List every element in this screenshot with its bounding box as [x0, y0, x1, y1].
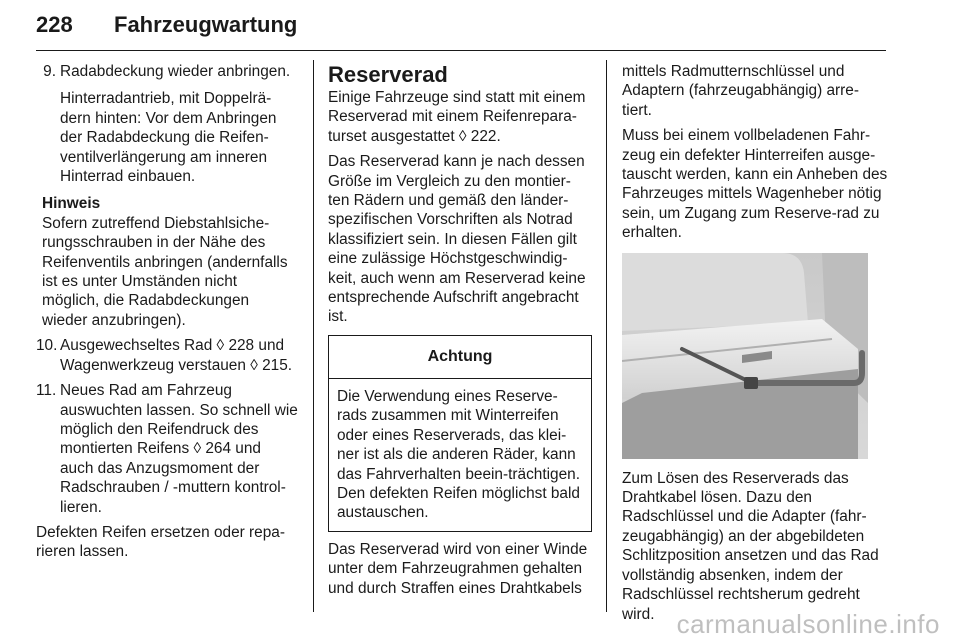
spare-wheel-illustration	[622, 253, 868, 459]
section-heading: Reserverad	[328, 62, 448, 87]
paragraph: Das Reserverad kann je nach dessen Größe im Vergleich zu den montier-ten Rädern und gemäß den länder-spezifischen Vorschriften als Notrad klassifiziert sein. In diesen Fällen gilt eine zulässige Höchstgeschwindig-keit, auch wenn am Reserverad keine entsprechende Aufschrift angebracht ist.	[328, 153, 586, 326]
note-box	[36, 194, 298, 330]
adapter-sleeve	[744, 377, 758, 389]
column-3	[622, 62, 888, 624]
note-text: Sofern zutreffend Diebstahlsiche-rungsschrauben in der Nähe des Reifenventils anbringen (andernfalls ist es unter Umständen nicht möglich, die Radabdeckungen wieder anzubringen).	[42, 214, 288, 329]
column-divider-2	[606, 60, 607, 612]
list-text: Radabdeckung wieder anbringen.	[60, 63, 291, 80]
column-1	[36, 62, 298, 562]
page-title: Fahrzeugwartung	[114, 12, 298, 37]
list-text: Neues Rad am Fahrzeug auswuchten lassen. So schnell wie möglich den Reifendruck des montierten Reifens ◊ 264 und auch das Anzugsmoment der Radschrauben / -muttern kontrol-lieren.	[60, 382, 298, 516]
paragraph: Das Reserverad wird von einer Winde unter dem Fahrzeugrahmen gehalten und durch Straffen eines Drahtkabels	[328, 540, 588, 597]
list-item-9-detail: Hinterradantrieb, mit Doppelrä-dern hinten: Vor dem Anbringen der Radabdeckung die Reifen-ventilverlängerung am inneren Hinterrad einbauen.	[60, 90, 277, 186]
paragraph: Muss bei einem vollbeladenen Fahr-zeug ein defekter Hinterreifen ausge-tauscht werden, kann ein Anheben des Fahrzeuges mittels Wagenheber nötig sein, um Zugang zum Reserve-rad zu erhalten.	[622, 127, 888, 242]
list-number: 10.	[36, 337, 58, 355]
column-divider-1	[313, 60, 314, 612]
list-number: 11.	[36, 382, 57, 400]
paragraph: mittels Radmutternschlüssel und Adaptern (fahrzeugabhängig) arre-tiert.	[622, 63, 859, 119]
illustration-svg	[622, 253, 868, 459]
column-2	[328, 62, 592, 598]
warning-title: Achtung	[329, 336, 591, 379]
warning-text: Die Verwendung eines Reserve-rads zusammen mit Winterreifen oder eines Reserverads, das klei-ner ist als die anderen Räder, kann das Fahrverhalten beein-trächtigen. Den defekten Reifen möglichst bald austauschen.	[337, 387, 580, 522]
page-header	[36, 4, 886, 44]
list-item-11	[36, 381, 298, 517]
page-number: 228	[36, 12, 73, 37]
note-title: Hinweis	[42, 195, 101, 213]
paragraph: Zum Lösen des Reserverads das Drahtkabel lösen. Dazu den Radschlüssel und die Adapter (fahr-zeugabhängig) an der abgebildeten Schlitzposition ansetzen und das Rad vollständig absenken, indem der Radschlüssel rechtsherum gedreht wird.	[622, 469, 879, 623]
door-panel	[622, 253, 808, 331]
paragraph: Einige Fahrzeuge sind statt mit einem Reserverad mit einem Reifenrepara-turset ausgestattet ◊ 222.	[328, 89, 586, 145]
watermark: carmanualsonline.info	[676, 609, 940, 639]
list-item-10	[36, 336, 298, 375]
list-number: 9.	[43, 63, 56, 80]
list-item-9	[36, 62, 298, 81]
header-rule	[36, 50, 886, 51]
list-text: Ausgewechseltes Rad ◊ 228 und Wagenwerkzeug verstauen ◊ 215.	[60, 337, 293, 374]
warning-box	[328, 335, 592, 532]
closing-paragraph: Defekten Reifen ersetzen oder repa-rieren lassen.	[36, 523, 285, 561]
